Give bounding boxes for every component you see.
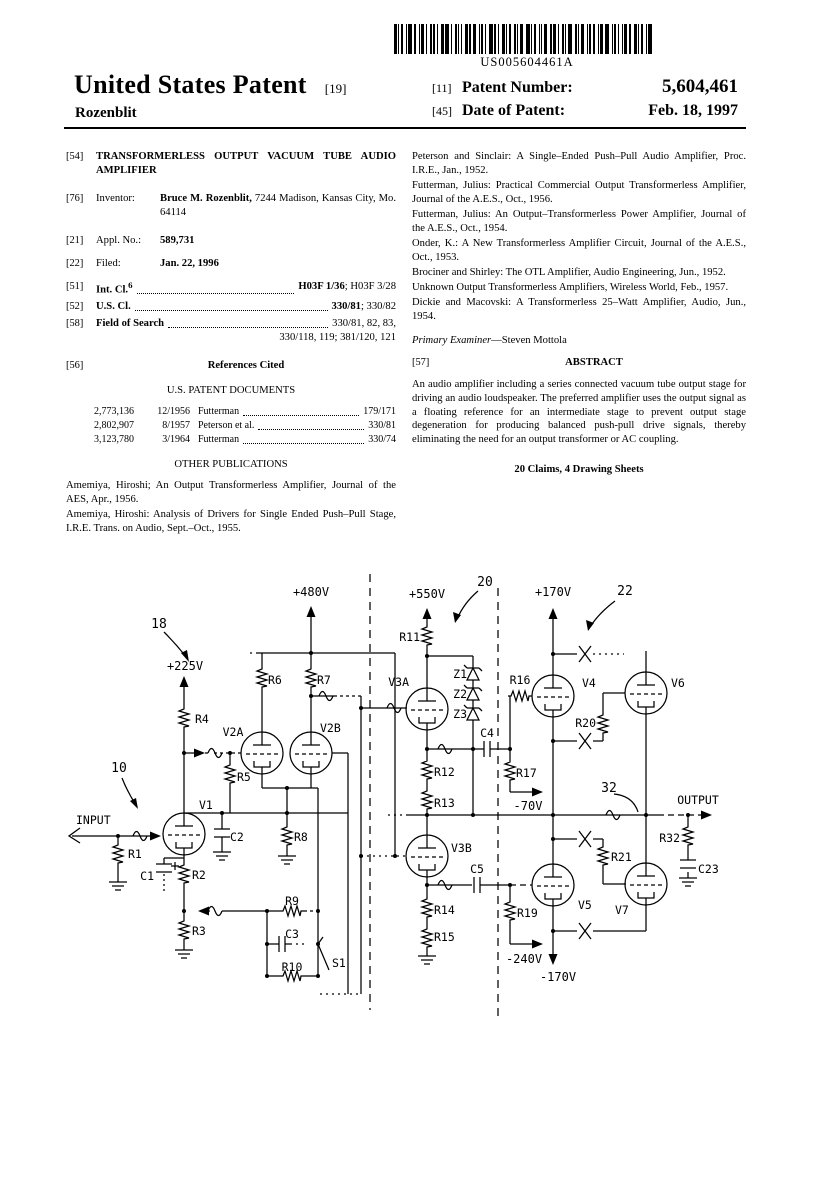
publication-item: Brociner and Shirley: The OTL Amplifier, Audio Engineering, Jun., 1952. xyxy=(412,266,726,278)
r13-label: R13 xyxy=(434,796,455,810)
r14-label: R14 xyxy=(434,903,455,917)
c3-label: C3 xyxy=(285,927,299,941)
schematic-wiring xyxy=(69,574,712,1018)
publication-item: Futterman, Julius: Practical Commercial Output Transformerless Amplifier, Journal of the A.E.S., Oct., 1956. xyxy=(412,179,746,205)
invention-title: TRANSFORMERLESS OUTPUT VACUUM TUBE AUDIO AMPLIFIER xyxy=(96,151,396,176)
c23-label: C23 xyxy=(698,862,719,876)
filed-field: [22] Filed: Jan. 22, 1996 xyxy=(66,257,396,271)
publication-item: Peterson and Sinclair: A Single–Ended Push–Pull Audio Amplifier, Proc. I.R.E., Jan., 1952. xyxy=(412,151,746,176)
field-of-search: [58] Field of Search 330/81, 82, 83, xyxy=(66,318,396,330)
date-of-patent-row xyxy=(432,102,738,120)
patent-ref-row: 2,802,907 8/1957 Peterson et al. 330/81 xyxy=(94,420,396,432)
publication-item: Amemiya, Hiroshi; An Output Transformerless Amplifier, Journal of the AES, Apr., 1956. xyxy=(66,480,396,506)
filed-value: Jan. 22, 1996 xyxy=(160,257,219,269)
r20-label: R20 xyxy=(575,716,596,730)
minus-170v-label: -170V xyxy=(539,970,577,984)
v1-label: V1 xyxy=(199,798,213,812)
v5-label: V5 xyxy=(578,898,592,912)
output-label: OUTPUT xyxy=(677,793,719,807)
patent-number-value: 5,604,461 xyxy=(662,76,738,97)
r7-label: R7 xyxy=(317,673,331,687)
tube-v3a xyxy=(406,688,448,730)
publication-item: Dickie and Macovski: A Transformerless 25–Watt Amplifier, Audio, Jun., 1954. xyxy=(412,296,746,322)
primary-examiner: Primary Examiner—Steven Mottola xyxy=(412,334,567,346)
c2-label: C2 xyxy=(230,830,244,844)
s1-label: S1 xyxy=(332,956,346,970)
patent-number-row xyxy=(432,76,738,98)
dot-leader xyxy=(168,317,328,328)
tube-v2a xyxy=(241,732,283,774)
v7-label: V7 xyxy=(615,903,629,917)
appl-no-value: 589,731 xyxy=(160,234,195,246)
title-field: [54] TRANSFORMERLESS OUTPUT VACUUM TUBE AUDIO AMPLIFIER xyxy=(66,151,396,176)
input-label: INPUT xyxy=(76,813,111,827)
ref-10-label: 10 xyxy=(111,761,127,776)
c5-label: C5 xyxy=(470,862,484,876)
r6-label: R6 xyxy=(268,673,282,687)
r11-label: R11 xyxy=(399,630,420,644)
patent-ref-row: 2,773,136 12/1956 Futterman 179/171 xyxy=(94,406,396,418)
header-rule xyxy=(64,127,746,129)
inventor-surname: Rozenblit xyxy=(75,105,137,121)
tube-v3b xyxy=(406,835,448,877)
v2a-label: V2A xyxy=(222,725,244,739)
inventor-field: [76] Inventor: Bruce M. Rozenblit, 7244 Madison, Kansas City, Mo. 64114 xyxy=(66,192,397,218)
ref-20-label: 20 xyxy=(477,575,493,590)
v3b-label: V3B xyxy=(451,841,472,855)
r12-label: R12 xyxy=(434,765,455,779)
dot-leader xyxy=(258,419,364,430)
publication-item: Unknown Output Transformerless Amplifiers, Wireless World, Feb., 1957. xyxy=(412,281,729,293)
kind-code: [19] xyxy=(324,81,347,96)
r3-label: R3 xyxy=(192,924,206,938)
int-cl-field: [51] Int. Cl.$^6$ H03F 1/36; H03F 3/28 xyxy=(66,279,396,296)
r2-label: R2 xyxy=(192,868,206,882)
v3a-label: V3A xyxy=(388,675,409,689)
r10-label: R10 xyxy=(281,960,303,974)
circuit-schematic xyxy=(58,566,758,1042)
barcode-bars xyxy=(392,24,662,54)
publication-item: Amemiya, Hiroshi: Analysis of Drivers for Single Ended Push–Pull Stage, I.R.E. Trans. on Audio, Sept.–Oct., 1955. xyxy=(66,509,396,535)
us-cl-field: [52] U.S. Cl. 330/81; 330/82 xyxy=(66,301,396,313)
tube-v2b xyxy=(290,732,332,774)
schematic-labels xyxy=(76,575,719,984)
ref-18-label: 18 xyxy=(151,617,167,632)
tube-v1 xyxy=(163,813,205,855)
barcode-number: US005604461A xyxy=(480,55,574,69)
date-value: Feb. 18, 1997 xyxy=(648,102,738,119)
us-patent-documents-heading: U.S. PATENT DOCUMENTS xyxy=(166,385,296,397)
appl-no-field: [21] Appl. No.: 589,731 xyxy=(66,234,396,248)
abstract-heading: ABSTRACT xyxy=(565,356,623,368)
field-of-search-line2: 330/118, 119; 381/120, 121 xyxy=(279,332,396,344)
z3-label: Z3 xyxy=(453,707,467,721)
v2b-label: V2B xyxy=(320,721,341,735)
tube-v4 xyxy=(532,675,574,717)
abstract-text: An audio amplifier including a series connected vacuum tube output stage for driving an audio loudspeaker. The preferred amplifier uses the output signal as a floating reference for an intermediate stage to prevent output stage degeneration for producing balanced push-pull drive signals, thereby eliminating the need for an output transformer or AC coupling. xyxy=(412,378,746,446)
minus-70v-label: -70V xyxy=(513,799,543,813)
r5-label: R5 xyxy=(237,770,251,784)
supply-480v-label: +480V xyxy=(292,585,330,599)
r16-label: R16 xyxy=(509,673,531,687)
dot-leader xyxy=(243,433,364,444)
ref-22-label: 22 xyxy=(617,584,633,599)
supply-550v-label: +550V xyxy=(408,587,446,601)
supply-170v-label: +170V xyxy=(534,585,572,599)
r32-label: R32 xyxy=(659,831,680,845)
date-bracket: [45] xyxy=(432,104,452,118)
r9-label: R9 xyxy=(285,894,299,908)
c4-label: C4 xyxy=(480,726,494,740)
r21-label: R21 xyxy=(611,850,632,864)
references-cited-heading: [56] References Cited xyxy=(66,360,285,372)
page-title: United States Patent xyxy=(74,70,307,99)
dot-leader xyxy=(243,405,359,416)
patent-ref-row: 3,123,780 3/1964 Futterman 330/74 xyxy=(94,434,396,446)
minus-240v-label: -240V xyxy=(505,952,543,966)
ref-32-label: 32 xyxy=(601,781,617,796)
dot-leader xyxy=(135,300,328,311)
v6-label: V6 xyxy=(671,676,685,690)
right-column xyxy=(412,150,746,477)
supply-225v-label: +225V xyxy=(166,659,204,673)
tube-v6 xyxy=(625,672,667,714)
date-label: Date of Patent: xyxy=(462,102,566,119)
z1-label: Z1 xyxy=(453,667,467,681)
claims-line: 20 Claims, 4 Drawing Sheets xyxy=(514,464,644,476)
r17-label: R17 xyxy=(516,766,537,780)
r4-label: R4 xyxy=(195,712,209,726)
v4-label: V4 xyxy=(582,676,596,690)
publication-item: Onder, K.: A New Transformerless Amplifier Circuit, Journal of the A.E.S., Oct., 1953. xyxy=(412,237,746,263)
tube-v5 xyxy=(532,864,574,906)
z2-label: Z2 xyxy=(453,687,467,701)
barcode xyxy=(392,24,662,70)
publication-item: Futterman, Julius: An Output–Transformerless Power Amplifier, Journal of the A.E.S., Oct., 1954. xyxy=(412,208,746,234)
inventor-value: Bruce M. Rozenblit, 7244 Madison, Kansas City, Mo. 64114 xyxy=(160,192,397,218)
other-publications-heading: OTHER PUBLICATIONS xyxy=(174,459,288,471)
r19-label: R19 xyxy=(517,906,538,920)
patent-number-label: Patent Number: xyxy=(462,79,573,96)
abstract-heading-row: [57] ABSTRACT xyxy=(412,356,746,370)
tube-v7 xyxy=(625,863,667,905)
vacuum-tubes xyxy=(163,672,667,906)
left-column xyxy=(66,150,396,537)
r1-label: R1 xyxy=(128,847,142,861)
c1-label: C1 xyxy=(140,869,154,883)
r15-label: R15 xyxy=(434,930,455,944)
dot-leader xyxy=(137,280,295,295)
patent-number-bracket: [11] xyxy=(432,81,452,95)
page-title-row xyxy=(74,70,346,100)
r8-label: R8 xyxy=(294,830,308,844)
